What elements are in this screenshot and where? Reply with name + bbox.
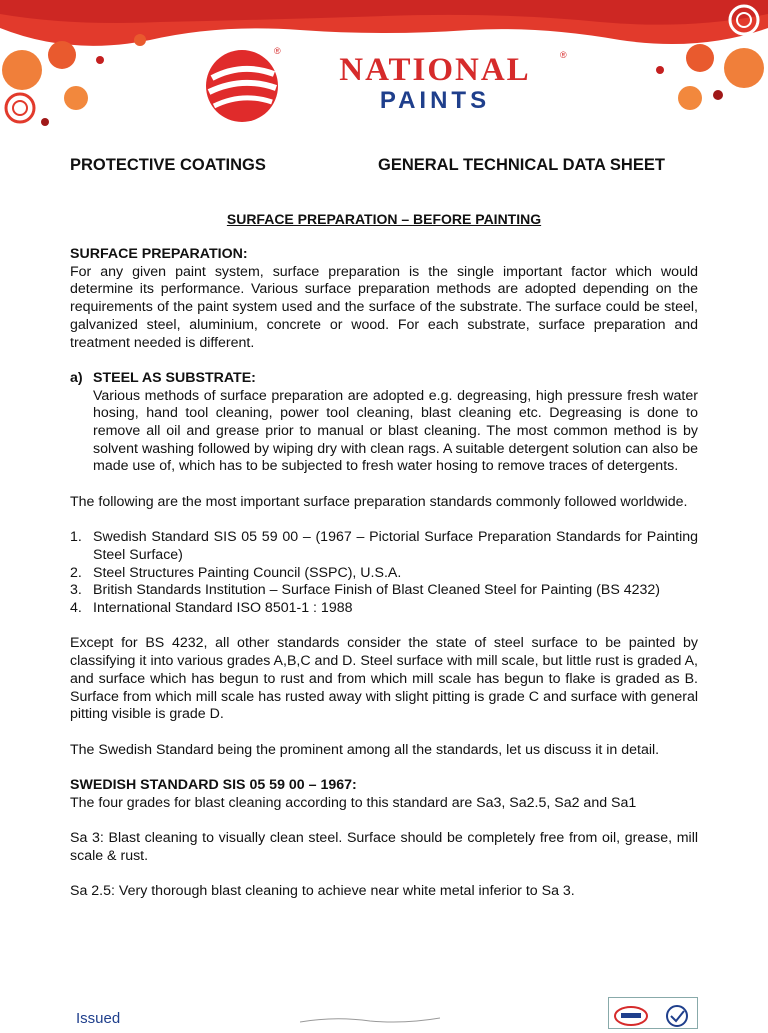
surface-prep-text: For any given paint system, surface preparation is the single important factor which would determine its performance. Various surface preparation methods are adopted depending on the requirements of the paint system used and the surface of the substrate. The surface could be steel, galvanized steel, aluminium, concrete or wood. For each substrate, surface preparation and treatment needed is different.	[70, 263, 698, 351]
brand-name: NATIONAL	[339, 52, 531, 88]
header-right: GENERAL TECHNICAL DATA SHEET	[378, 156, 665, 174]
logo-registered-mark: ®	[274, 46, 281, 56]
list-item: 3. British Standards Institution – Surface Finish of Blast Cleaned Steel for Painting (BS 4232)	[70, 582, 661, 599]
national-paints-logo-icon	[204, 48, 280, 124]
swedish-intro-paragraph: The Swedish Standard being the prominent among all the standards, let us discuss it in detail.	[70, 741, 660, 758]
brand-wordmark	[300, 52, 570, 114]
header-left: PROTECTIVE COATINGS	[70, 156, 266, 174]
surface-prep-heading: SURFACE PREPARATION:	[70, 246, 248, 262]
document-title: SURFACE PREPARATION – BEFORE PAINTING	[226, 211, 542, 227]
grades-paragraph: Except for BS 4232, all other standards consider the state of steel surface to be painted by classifying it into various grades A,B,C and D. Steel surface with mill scale, but little rust is graded A, and surface which has begun to rust and from which mill scale has begun to flake is graded as B. Surface from which mill scale has rusted away with slight pitting is grade C and surface with general pitting visible is grade D.	[70, 635, 698, 723]
certification-badge-icon	[608, 997, 698, 1029]
list-item: 4. International Standard ISO 8501-1 : 1988	[70, 600, 353, 617]
swedish-heading: SWEDISH STANDARD SIS 05 59 00 – 1967:	[70, 777, 357, 793]
sa3-paragraph: Sa 3: Blast cleaning to visually clean steel. Surface should be completely free from oil, grease, mill scale & rust.	[70, 830, 698, 864]
brand-subname: PAINTS	[379, 87, 491, 114]
standards-intro: The following are the most important surface preparation standards commonly followed worldwide.	[70, 493, 688, 510]
list-item: 2. Steel Structures Painting Council (SSPC), U.S.A.	[70, 564, 402, 581]
footer-decoration	[300, 1016, 440, 1024]
sa25-paragraph: Sa 2.5: Very thorough blast cleaning to achieve near white metal inferior to Sa 3.	[70, 883, 575, 900]
steel-text: Various methods of surface preparation are adopted e.g. degreasing, high pressure fresh water hosing, hand tool cleaning, power tool cleaning, blast cleaning etc. Degreasing is done to remove all oil and grease prior to manual or blast cleaning. The most common method is by solvent washing followed by wiping dry with clean rags. A suitable detergent solution can also be made use of, which has to be subjected to fresh water hosing to remove traces of detergents.	[93, 387, 698, 475]
steel-heading: STEEL AS SUBSTRATE:	[93, 369, 256, 386]
document-body	[70, 246, 698, 901]
steel-label: a)	[70, 369, 83, 386]
wordmark-registered-mark: ®	[560, 50, 567, 60]
steel-section	[70, 370, 698, 476]
swedish-text: The four grades for blast cleaning according to this standard are Sa3, Sa2.5, Sa2 and Sa1	[70, 794, 637, 811]
list-item: 1. Swedish Standard SIS 05 59 00 – (1967 – Pictorial Surface Preparation Standards for Painting Steel Surface)	[70, 529, 698, 563]
footer-issued: Issued	[76, 1010, 121, 1027]
